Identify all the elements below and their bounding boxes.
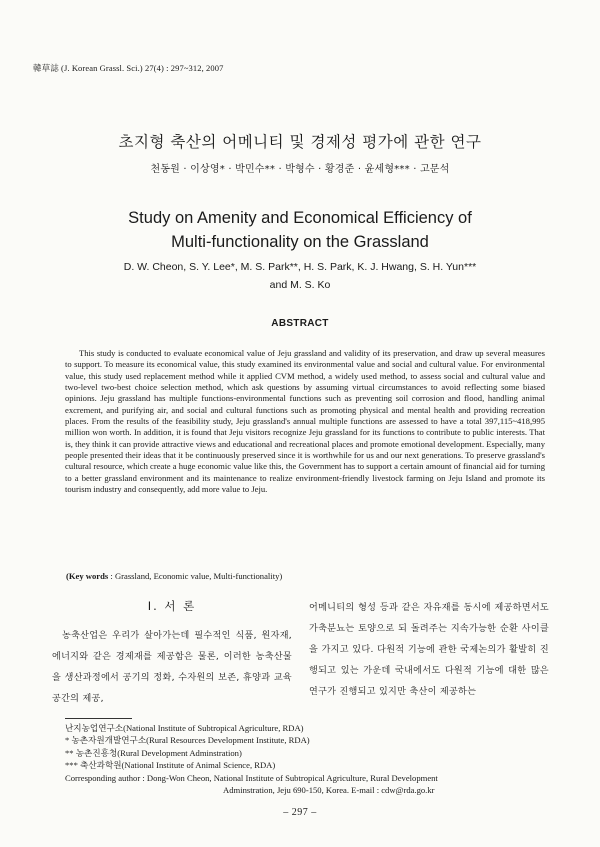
left-column xyxy=(52,598,292,710)
footnote-1: 난지농업연구소(National Institute of Subtropical Agriculture, RDA) xyxy=(65,723,304,733)
footnote-4: *** 축산과학원(National Institute of Animal Science, RDA) xyxy=(65,760,276,771)
corresponding-author-line-2: Adminstration, Jeju 690-150, Korea. E-mail : cdw@rda.go.kr xyxy=(223,785,435,796)
footnotes xyxy=(65,722,553,796)
keywords-label: (Key words xyxy=(66,571,109,581)
english-authors-line-2: and M. S. Ko xyxy=(269,279,331,291)
intro-paragraph-left: 농축산업은 우리가 살아가는데 필수적인 식품, 원자재, 에너지와 같은 경제재를 제공함은 물론, 이러한 농축산물을 생산과정에서 공기의 정화, 수자원의 보존, 휴양과 교육공간의 제공, xyxy=(52,631,292,704)
keywords-text: : Grassland, Economic value, Multi-functionality) xyxy=(110,571,283,581)
section-title-introduction: Ⅰ. 서 론 xyxy=(147,599,197,613)
footnote-2: * 농촌자원개발연구소(Rural Resources Development Institute, RDA) xyxy=(65,735,310,746)
english-title xyxy=(0,206,600,254)
abstract-body: This study is conducted to evaluate economical value of Jeju grassland and validity of its preservation, and draw up several measures to support. To measure its economical value, this study examined its environmental value and social and cultural value. For environmental value, this study used replacement method while it applied CVM method, a widely used method, to assess social and cultural value and two-level two-best choice selection method, which ask questions by assuming virtual circumstances to avoid reflecting some biased opinions. Jeju grassland has multiple functions-environmental functions such as preventing soil corrosion and flood, handling animal excrement, and purifying air, and social and cultural functions such as promoting physical and mental health and providing recreation places. From the results of the feasibility study, Jeju grassland's annual multiple functions are assessed to have a total 397,115~418,995 million won worth. In addition, it is found that Jeju visitors recognize Jeju grassland for its functions to contribute to public interests. That is, they think it can provide attractive views and educational and recreational places and promote emotional development. Especially, many people presented their ideas that it be continuously preserved since it is worthwhile for us and our next generations. To preserve grassland's cultural resource, which create a huge economic value like this, the Government has to support a certain amount of financial aid for turning to a better grassland environment and its maintenance to realize environment-friendly livestock farming on Jeju Island and promote its tourism industry and consequently, add more value to Jeju. xyxy=(65,348,545,495)
english-authors-line-1: D. W. Cheon, S. Y. Lee*, M. S. Park**, H. S. Park, K. J. Hwang, S. H. Yun*** xyxy=(123,261,477,273)
journal-header: 韓草誌 (J. Korean Grassl. Sci.) 27(4) : 297~312, 2007 xyxy=(33,63,224,73)
page-number: – 297 – xyxy=(283,807,317,818)
english-authors xyxy=(0,258,600,294)
korean-title: 초지형 축산의 어메니티 및 경제성 평가에 관한 연구 xyxy=(118,133,482,151)
footnote-divider xyxy=(65,718,132,719)
abstract-heading: ABSTRACT xyxy=(271,318,329,329)
english-title-line-1: Study on Amenity and Economical Efficiency of xyxy=(128,209,472,227)
right-column xyxy=(309,598,549,703)
intro-paragraph-right: 어메니티의 형성 등과 같은 자유재를 동시에 제공하면서도 가축분뇨는 토양으로 되 돌려주는 지속가능한 순환 사이클을 가지고 있다. 다원적 기능에 관한 국제논의가 활발히 진행되고 있는 가운데 국내에서도 다원적 기능에 대한 많은 연구가 진행되고 있지만 축산이 제공하는 xyxy=(309,603,549,697)
corresponding-author-line-1: Corresponding author : Dong-Won Cheon, National Institute of Subtropical Agriculture, Rural Development xyxy=(65,772,438,783)
korean-authors: 천동원 · 이상영* · 박민수** · 박형수 · 황경준 · 윤세형*** · 고문석 xyxy=(150,164,450,175)
english-title-line-2: Multi-functionality on the Grassland xyxy=(171,233,429,251)
footnote-3: ** 농촌진흥청(Rural Development Adminstration) xyxy=(65,747,242,758)
keywords xyxy=(66,571,282,581)
